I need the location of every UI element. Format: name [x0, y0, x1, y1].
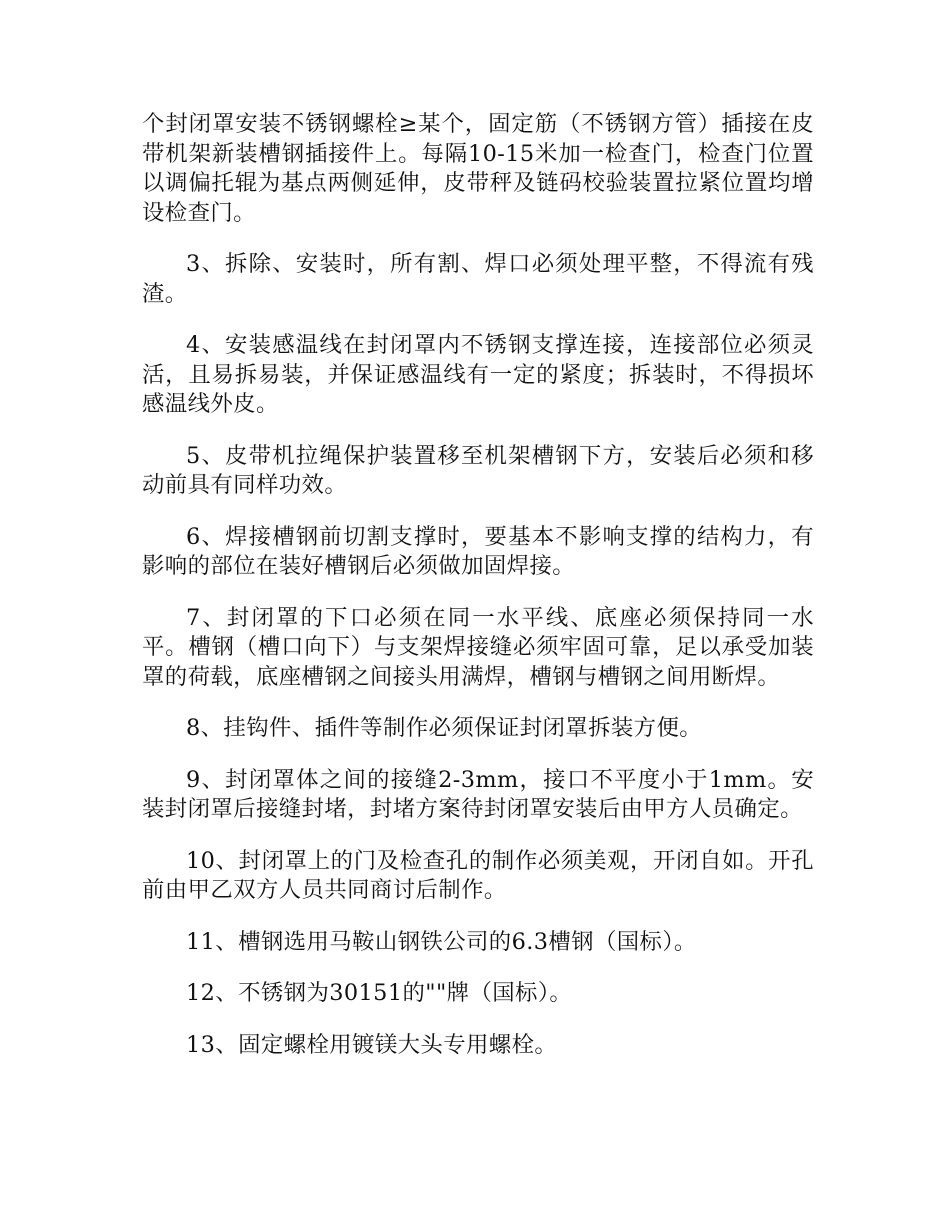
paragraph-item-8: 8、挂钩件、插件等制作必须保证封闭罩拆装方便。 [186, 715, 703, 741]
paragraph-item-12: 12、不锈钢为30151的""牌（国标）。 [186, 980, 573, 1006]
document-page [142, 110, 814, 1082]
paragraph-item-3: 3、拆除、安装时，所有割、焊口必须处理平整，不得流有残渣。 [142, 251, 814, 307]
paragraph-continuation: 个封闭罩安装不锈钢螺栓≥某个，固定筋（不锈钢方管）插接在皮带机架新装槽钢插接件上。每隔10-15米加一检查门，检查门位置以调偏托辊为基点两侧延伸，皮带秤及链码校验装置拉紧位置均增设检查门。 [142, 111, 814, 226]
paragraph-item-13: 13、固定螺栓用镀镁大头专用螺栓。 [186, 1031, 558, 1058]
paragraph-item-9: 9、封闭罩体之间的接缝2-3mm，接口不平度小于1mm。安装封闭罩后接缝封堵，封堵方案待封闭罩安装后由甲方人员确定。 [142, 766, 814, 822]
paragraph-item-5: 5、皮带机拉绳保护装置移至机架槽钢下方，安装后必须和移动前具有同样功效。 [142, 442, 814, 498]
paragraph-item-7: 7、封闭罩的下口必须在同一水平线、底座必须保持同一水平。槽钢（槽口向下）与支架焊接缝必须牢固可靠，足以承受加装罩的荷载，底座槽钢之间接头用满焊，槽钢与槽钢之间用断焊。 [142, 604, 814, 690]
paragraph-item-10: 10、封闭罩上的门及检查孔的制作必须美观，开闭自如。开孔前由甲乙双方人员共同商讨后制作。 [142, 847, 814, 903]
paragraph-item-6: 6、焊接槽钢前切割支撑时，要基本不影响支撑的结构力，有影响的部位在装好槽钢后必须做加固焊接。 [142, 523, 814, 579]
paragraph-item-4: 4、安装感温线在封闭罩内不锈钢支撑连接，连接部位必须灵活，且易拆易装，并保证感温线有一定的紧度；拆装时，不得损坏感温线外皮。 [142, 332, 814, 417]
paragraph-item-11: 11、槽钢选用马鞍山钢铁公司的6.3槽钢（国标）。 [186, 928, 697, 955]
